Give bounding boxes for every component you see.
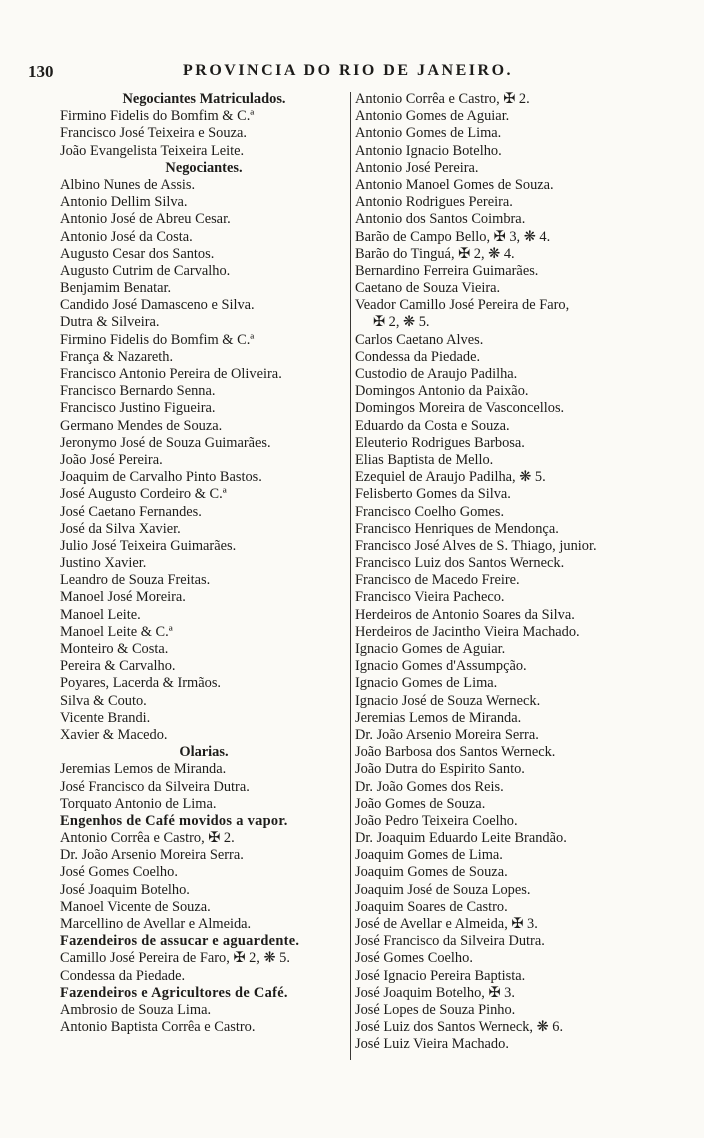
list-entry: José Luiz Vieira Machado. xyxy=(355,1036,509,1053)
list-entry: Dutra & Silveira. xyxy=(60,314,160,331)
list-entry: Francisco Coelho Gomes. xyxy=(355,503,505,520)
list-entry: Joaquim Gomes de Lima. xyxy=(355,847,503,864)
section-heading: Negociantes Matriculados. xyxy=(122,91,286,107)
list-entry: Ignacio Gomes d'Assumpção. xyxy=(355,658,527,675)
column-divider xyxy=(350,92,351,1060)
list-entry: Herdeiros de Jacintho Vieira Machado. xyxy=(355,623,580,640)
list-entry: Francisco Henriques de Mendonça. xyxy=(355,520,559,537)
list-entry: Antonio José da Costa. xyxy=(60,228,193,245)
list-entry: Antonio José de Abreu Cesar. xyxy=(60,211,231,228)
list-entry: Pereira & Carvalho. xyxy=(60,658,176,675)
list-entry: Antonio Corrêa e Castro, ✠ 2. xyxy=(355,91,530,107)
running-title: PROVINCIA DO RIO DE JANEIRO. xyxy=(182,62,514,79)
list-entry: José Joaquim Botelho. xyxy=(60,881,190,898)
list-entry: José Augusto Cordeiro & C.ª xyxy=(60,486,227,503)
list-entry: Francisco Vieira Pacheco. xyxy=(355,589,505,606)
list-entry: Xavier & Macedo. xyxy=(60,726,168,743)
list-entry: Manoel Leite. xyxy=(60,606,141,623)
list-entry: Felisberto Gomes da Silva. xyxy=(355,486,511,503)
list-entry: Dr. João Arsenio Moreira Serra. xyxy=(60,847,244,864)
list-entry: Antonio Manoel Gomes de Souza. xyxy=(355,176,554,193)
section-heading: Fazendeiros e Agricultores de Café. xyxy=(60,984,288,1001)
list-entry: José de Avellar e Almeida, ✠ 3. xyxy=(355,916,538,932)
list-entry: Antonio Gomes de Aguiar. xyxy=(355,108,510,125)
list-entry: Firmino Fidelis do Bomfim & C.ª xyxy=(60,108,255,125)
list-entry: Firmino Fidelis do Bomfim & C.ª xyxy=(60,331,255,348)
right-column xyxy=(355,91,655,1054)
list-entry: Poyares, Lacerda & Irmãos. xyxy=(60,675,222,692)
list-entry: Torquato Antonio de Lima. xyxy=(60,795,217,812)
list-entry: Caetano de Souza Vieira. xyxy=(355,280,501,297)
list-entry: Candido José Damasceno e Silva. xyxy=(60,297,255,314)
left-column xyxy=(60,91,348,1036)
list-entry: Custodio de Araujo Padilha. xyxy=(355,366,518,382)
page-number: 130 xyxy=(28,62,54,81)
list-entry: Dr. João Gomes dos Reis. xyxy=(355,778,504,795)
list-entry: João Dutra do Espirito Santo. xyxy=(355,761,525,778)
list-entry: Joaquim de Carvalho Pinto Bastos. xyxy=(60,469,262,486)
list-entry: Carlos Caetano Alves. xyxy=(355,331,484,348)
list-entry: Antonio Corrêa e Castro, ✠ 2. xyxy=(60,830,235,847)
list-entry: Augusto Cesar dos Santos. xyxy=(60,245,215,262)
list-entry: José Francisco da Silveira Dutra. xyxy=(355,933,545,950)
list-entry: Benjamim Benatar. xyxy=(60,280,172,297)
list-entry: José Gomes Coelho. xyxy=(60,864,178,881)
list-entry: Antonio Ignacio Botelho. xyxy=(355,142,502,159)
list-entry: Albino Nunes de Assis. xyxy=(60,176,196,193)
list-entry: Ignacio José de Souza Werneck. xyxy=(355,692,541,709)
list-entry: Francisco Antonio Pereira de Oliveira. xyxy=(60,366,282,382)
list-entry: Justino Xavier. xyxy=(60,555,147,572)
list-entry: França & Nazareth. xyxy=(60,348,174,365)
list-entry: Manoel Vicente de Souza. xyxy=(60,898,211,915)
list-entry: Eleuterio Rodrigues Barbosa. xyxy=(355,434,525,451)
list-entry: José Francisco da Silveira Dutra. xyxy=(60,778,250,795)
list-entry: Ignacio Gomes de Aguiar. xyxy=(355,641,506,657)
entry-continuation: ✠ 2, ❋ 5. xyxy=(373,314,430,331)
list-entry: Condessa da Piedade. xyxy=(60,967,186,984)
list-entry: José Joaquim Botelho, ✠ 3. xyxy=(355,984,515,1001)
list-entry: João José Pereira. xyxy=(60,451,163,468)
list-entry: Francisco José Alves de S. Thiago, junior. xyxy=(355,537,597,554)
page-header xyxy=(28,60,668,88)
list-entry: Marcellino de Avellar e Almeida. xyxy=(60,916,252,932)
list-entry: Joaquim Gomes de Souza. xyxy=(355,864,508,881)
list-entry: Dr. Joaquim Eduardo Leite Brandão. xyxy=(355,830,567,847)
list-entry: Veador Camillo José Pereira de Faro, xyxy=(355,297,570,314)
list-entry: Antonio Baptista Corrêa e Castro. xyxy=(60,1019,256,1036)
list-entry: Elias Baptista de Mello. xyxy=(355,451,494,468)
list-entry: Francisco Justino Figueira. xyxy=(60,400,216,417)
list-entry: Ambrosio de Souza Lima. xyxy=(60,1001,212,1018)
list-entry: João Pedro Teixeira Coelho. xyxy=(355,812,518,829)
list-entry: Domingos Antonio da Paixão. xyxy=(355,383,529,400)
list-entry: Germano Mendes de Souza. xyxy=(60,417,223,434)
list-entry: Francisco José Teixeira e Souza. xyxy=(60,125,247,142)
list-entry: Jeremias Lemos de Miranda. xyxy=(60,761,227,778)
list-entry: Herdeiros de Antonio Soares da Silva. xyxy=(355,606,575,623)
list-entry: Manoel Leite & C.ª xyxy=(60,623,173,640)
list-entry: Jeremias Lemos de Miranda. xyxy=(355,709,522,726)
list-entry: José Luiz dos Santos Werneck, ❋ 6. xyxy=(355,1019,564,1036)
section-heading: Olarias. xyxy=(179,744,229,761)
list-entry: Manoel José Moreira. xyxy=(60,589,186,606)
list-entry: João Evangelista Teixeira Leite. xyxy=(60,142,245,159)
list-entry: Domingos Moreira de Vasconcellos. xyxy=(355,400,565,417)
list-entry: Francisco de Macedo Freire. xyxy=(355,572,520,589)
list-entry: Antonio Dellim Silva. xyxy=(60,194,188,211)
list-entry: Francisco Luiz dos Santos Werneck. xyxy=(355,555,565,572)
list-entry: José da Silva Xavier. xyxy=(60,520,181,537)
list-entry: Barão de Campo Bello, ✠ 3, ❋ 4. xyxy=(355,228,551,245)
list-entry: João Gomes de Souza. xyxy=(355,795,486,812)
list-entry: Antonio Rodrigues Pereira. xyxy=(355,194,513,211)
list-entry: Jeronymo José de Souza Guimarães. xyxy=(60,434,271,451)
list-entry: Augusto Cutrim de Carvalho. xyxy=(60,262,231,279)
list-entry: Dr. João Arsenio Moreira Serra. xyxy=(355,726,539,743)
list-entry: Leandro de Souza Freitas. xyxy=(60,572,211,589)
list-entry: Antonio José Pereira. xyxy=(355,159,479,176)
list-entry: Antonio Gomes de Lima. xyxy=(355,125,502,142)
list-entry: Bernardino Ferreira Guimarães. xyxy=(355,262,539,279)
list-entry: Silva & Couto. xyxy=(60,692,147,709)
list-entry: Ezequiel de Araujo Padilha, ❋ 5. xyxy=(355,469,546,486)
list-entry: Monteiro & Costa. xyxy=(60,641,169,657)
list-entry: José Ignacio Pereira Baptista. xyxy=(355,967,526,984)
list-entry: Antonio dos Santos Coimbra. xyxy=(355,211,526,228)
list-entry: Eduardo da Costa e Souza. xyxy=(355,417,510,434)
list-entry: Ignacio Gomes de Lima. xyxy=(355,675,498,692)
section-heading: Negociantes. xyxy=(165,159,243,176)
list-entry: Barão do Tinguá, ✠ 2, ❋ 4. xyxy=(355,245,515,262)
section-heading: Engenhos de Café movidos a vapor. xyxy=(60,812,288,829)
list-entry: Condessa da Piedade. xyxy=(355,348,481,365)
list-entry: José Lopes de Souza Pinho. xyxy=(355,1001,516,1018)
list-entry: Francisco Bernardo Senna. xyxy=(60,383,216,400)
section-heading: Fazendeiros de assucar e aguardente. xyxy=(60,933,300,950)
list-entry: Julio José Teixeira Guimarães. xyxy=(60,537,237,554)
list-entry: Camillo José Pereira de Faro, ✠ 2, ❋ 5. xyxy=(60,950,290,967)
list-entry: Joaquim Soares de Castro. xyxy=(355,898,508,915)
list-entry: Joaquim José de Souza Lopes. xyxy=(355,881,531,898)
list-entry: João Barbosa dos Santos Werneck. xyxy=(355,744,556,761)
list-entry: José Caetano Fernandes. xyxy=(60,503,202,520)
list-entry: Vicente Brandi. xyxy=(60,709,151,726)
list-entry: José Gomes Coelho. xyxy=(355,950,473,967)
